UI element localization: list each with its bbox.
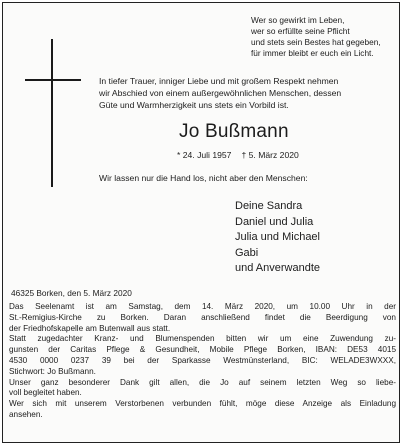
cross-vertical-beam [51, 39, 53, 187]
birth-date: * 24. Juli 1957 [177, 150, 232, 160]
poem-line: wer so erfüllte seine Pflicht [251, 26, 350, 36]
cross-horizontal-beam [25, 79, 81, 81]
life-dates [177, 150, 299, 160]
body-line: gunsten der Caritas Pflege & Gesundheit, Mobile Pflege Borken, IBAN: DE53 4015 [9, 345, 396, 355]
body-line: St.-Remigius-Kirche zu Borken. Daran anschließend findet die Beerdigung von [9, 312, 396, 322]
mourner: Gabi [235, 246, 259, 259]
body-line: Unser ganz besonderer Dank gilt allen, die Jo auf seinem letzten Weg so liebe- [9, 377, 396, 387]
intro-line: In tiefer Trauer, inniger Liebe und mit großem Respekt nehmen [99, 76, 339, 86]
body-line: Wer sich mit unserem Verstorbenen verbunden fühlt, möge diese Anzeige als Einladung [9, 399, 396, 409]
body-line: ansehen. [9, 409, 43, 419]
poem-line: für immer bleibt er euch ein Licht. [251, 48, 374, 58]
body-line: voll begleitet haben. [9, 388, 82, 398]
mourner: Daniel und Julia [235, 215, 314, 228]
farewell-line: Wir lassen nur die Hand los, nicht aber den Menschen: [99, 173, 308, 183]
mourner: Deine Sandra [235, 200, 303, 212]
death-date: † 5. März 2020 [241, 150, 299, 160]
body-line: Das Seelenamt ist am Samstag, dem 14. März 2020, um 10.00 Uhr in der [9, 302, 396, 311]
intro-text [99, 75, 395, 111]
obituary-notice [2, 2, 400, 443]
mourners-list [235, 199, 320, 277]
place-and-date: 46325 Borken, den 5. März 2020 [11, 288, 132, 298]
poem-line: und stets sein Bestes hat gegeben, [251, 37, 381, 47]
intro-line: Güte und Warmherzigkeit uns stets ein Vorbild ist. [99, 100, 289, 110]
funeral-details [9, 302, 396, 421]
body-line: der Friedhofskapelle am Butenwall aus statt. [9, 323, 171, 333]
body-line: 4530 0000 0237 39 bei der Sparkasse Westmünsterland, BIC: WELADE3WXXX, [9, 355, 396, 365]
body-line: Stichwort: Jo Bußmann. [9, 366, 96, 376]
deceased-name: Jo Bußmann [179, 121, 289, 142]
body-line: Statt zugedachter Kranz- und Blumenspenden bitten wir um eine Zuwendung zu- [9, 334, 396, 344]
memorial-poem [251, 15, 399, 59]
mourner: Julia und Michael [235, 231, 320, 244]
poem-line: Wer so gewirkt im Leben, [251, 15, 345, 25]
mourner: und Anverwandte [235, 262, 321, 275]
intro-line: wir Abschied von einem außergewöhnlichen Menschen, dessen [99, 88, 342, 98]
